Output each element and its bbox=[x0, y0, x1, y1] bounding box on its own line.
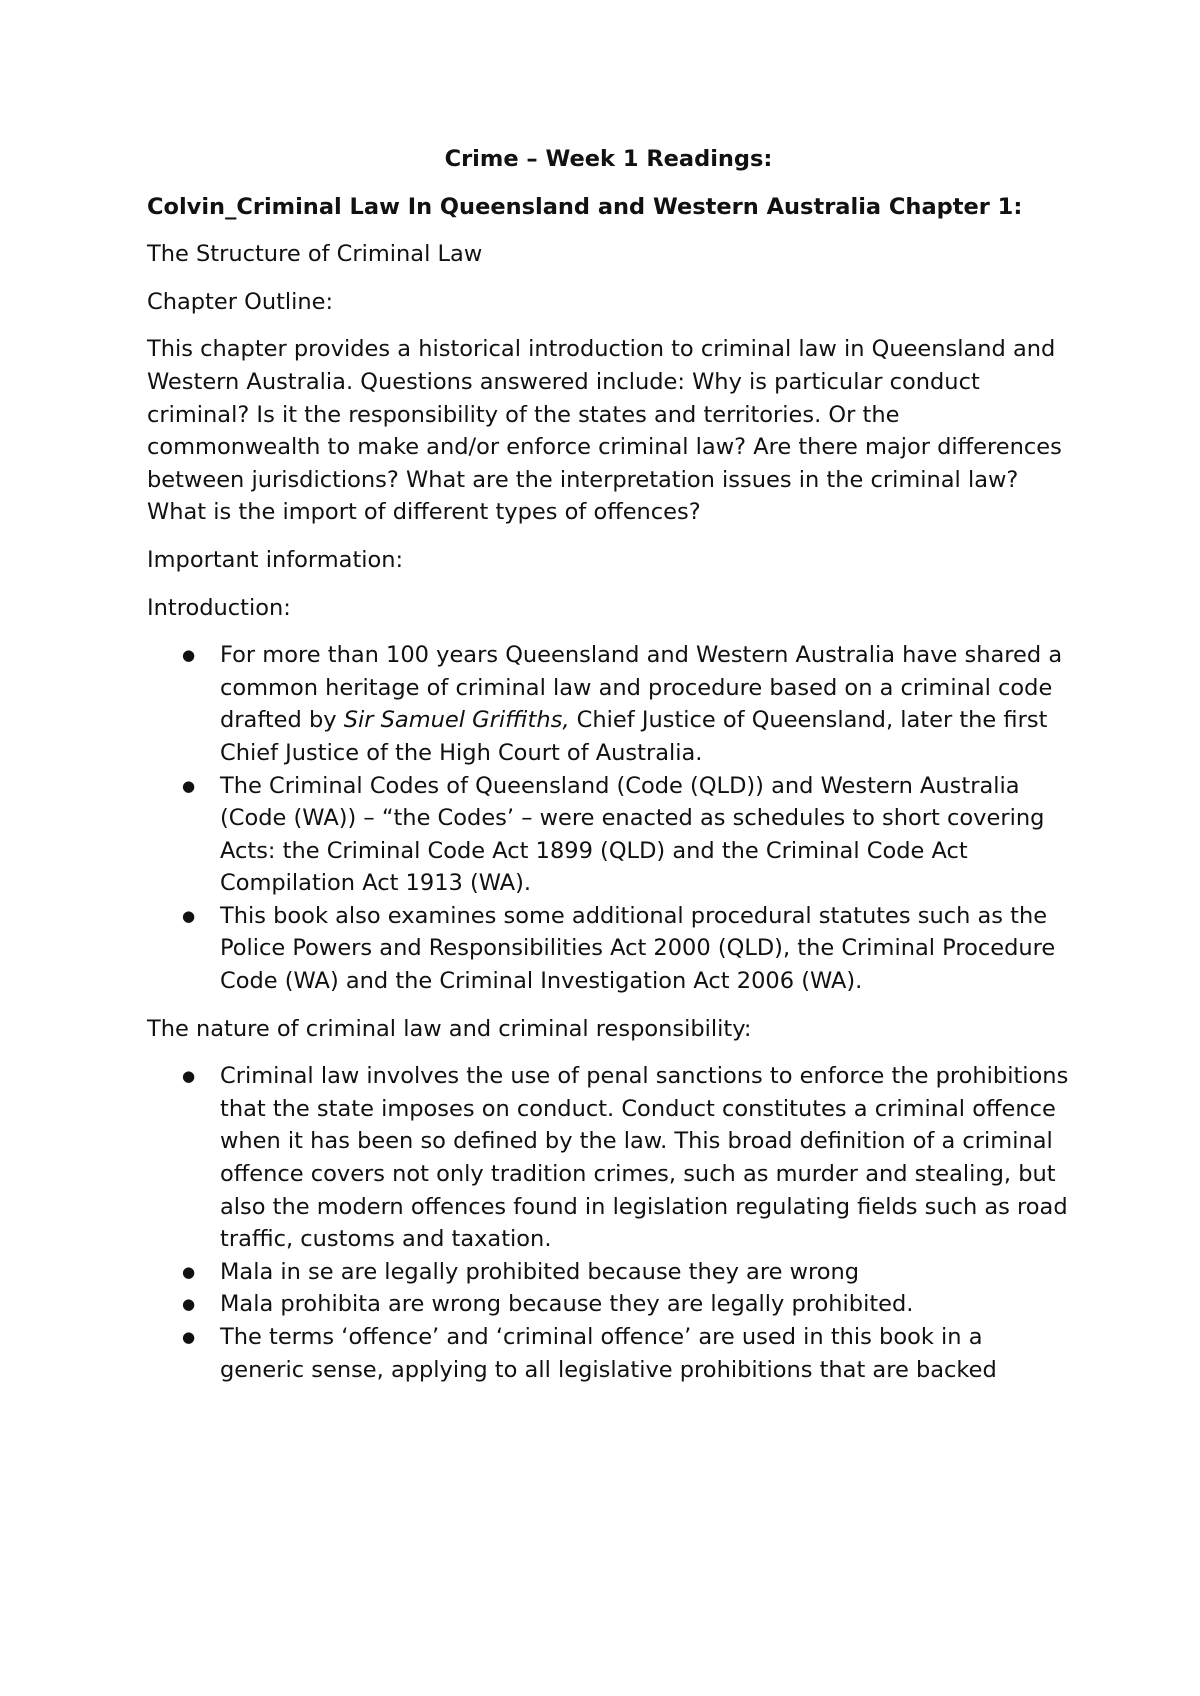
list-item-text: For more than 100 years Queensland and Western Australia have shared a common heritage of criminal law and procedure based on a criminal code drafted by bbox=[220, 642, 1063, 734]
document-title: Crime – Week 1 Readings: bbox=[444, 146, 773, 172]
list-item-text: Criminal law involves the use of penal sanctions to enforce the prohibitions that the state imposes on conduct. Conduct constitutes a criminal offence when it has been so defined by the law. This broad definition of a criminal offence covers not only tradition crimes, such as murder and stealing, but also the modern offences found in legislation regulating fields such as road traffic, customs and taxation. bbox=[220, 1063, 1069, 1253]
chapter-title: The Structure of Criminal Law bbox=[147, 241, 483, 268]
list-item bbox=[147, 1288, 1070, 1321]
introduction-list bbox=[147, 639, 1070, 998]
bullet-icon: ● bbox=[182, 1295, 196, 1314]
nature-list bbox=[147, 1060, 1070, 1386]
list-item-text: Mala prohibita are wrong because they are legally prohibited. bbox=[220, 1291, 914, 1318]
list-item bbox=[147, 1256, 1070, 1289]
bullet-icon: ● bbox=[182, 646, 196, 665]
bullet-icon: ● bbox=[182, 776, 196, 795]
list-item bbox=[147, 639, 1070, 769]
bullet-icon: ● bbox=[182, 1262, 196, 1281]
outline-paragraph: This chapter provides a historical introduction to criminal law in Queensland and Western Australia. Questions answered include: Why is particular conduct criminal? Is it the responsibility of the states and territories. Or the commonwealth to make and/or enforce criminal law? Are there major differences between jurisdictions? What are the interpretation issues in the criminal law? What is the import of different types of offences? bbox=[147, 336, 1062, 526]
list-item-emphasis: Sir Samuel Griffiths, bbox=[343, 707, 570, 734]
nature-heading: The nature of criminal law and criminal responsibility: bbox=[147, 1015, 752, 1042]
source-heading: Colvin_Criminal Law In Queensland and Western Australia Chapter 1: bbox=[147, 193, 1023, 220]
list-item bbox=[147, 1321, 1070, 1386]
list-item-text: Chief Justice of Queensland, later the first Chief Justice of the High Court of Australia. bbox=[220, 707, 1048, 766]
list-item-text: Mala in se are legally prohibited because they are wrong bbox=[220, 1258, 860, 1285]
bullet-icon: ● bbox=[182, 1067, 196, 1086]
introduction-heading: Introduction: bbox=[147, 594, 291, 621]
list-item-text: The terms ‘offence’ and ‘criminal offence’ are used in this book in a generic sense, applying to all legislative prohibitions that are backed bbox=[220, 1324, 997, 1383]
bullet-icon: ● bbox=[182, 906, 196, 925]
list-item bbox=[147, 770, 1070, 900]
list-item bbox=[147, 900, 1070, 998]
list-item bbox=[147, 1060, 1070, 1256]
bullet-icon: ● bbox=[182, 1328, 196, 1346]
list-item-text: The Criminal Codes of Queensland (Code (QLD)) and Western Australia (Code (WA)) – “the Codes’ – were enacted as schedules to short covering Acts: the Criminal Code Act 1899 (QLD) and the Criminal Code Act Compilation Act 1913 (WA). bbox=[220, 772, 1045, 897]
outline-heading: Chapter Outline: bbox=[147, 288, 334, 315]
important-heading: Important information: bbox=[147, 546, 404, 573]
list-item-text: This book also examines some additional procedural statutes such as the Police Powers and Responsibilities Act 2000 (QLD), the Criminal Procedure Code (WA) and the Criminal Investigation Act 2006 (WA). bbox=[220, 902, 1056, 995]
